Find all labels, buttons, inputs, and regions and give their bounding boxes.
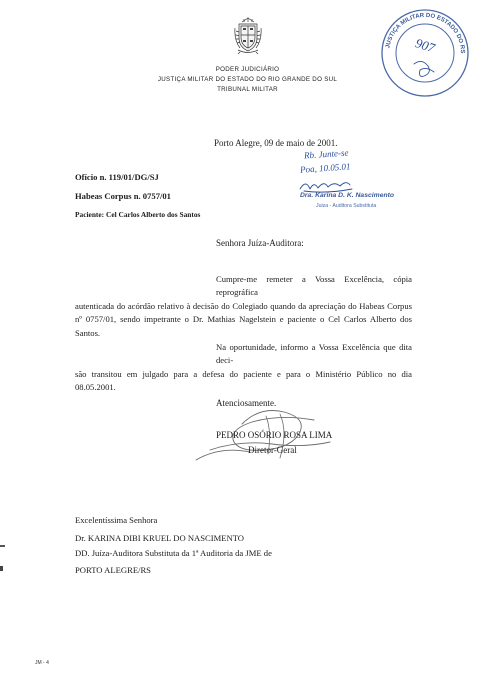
coat-of-arms-logo <box>232 16 264 56</box>
paragraph-2 <box>75 341 412 395</box>
receipt-stamp-name: Dra. Karina D. K. Nascimento <box>300 192 395 199</box>
paragraph-2-line-1: Na oportunidade, informo a Vossa Excelência que dita deci- <box>216 342 412 366</box>
stamp-number: 907 <box>413 35 437 56</box>
addressee-line-4: PORTO ALEGRE/RS <box>75 565 151 575</box>
paragraph-1 <box>75 273 412 340</box>
addressee-line-2: Dr. KARINA DIBI KRUEL DO NASCIMENTO <box>75 533 245 543</box>
stamp-ring-text: JUSTIÇA MILITAR DO ESTADO DO RS <box>385 12 466 54</box>
scan-margin-mark-bottom <box>0 566 3 571</box>
paciente-line: Paciente: Cel Carlos Alberto dos Santos <box>75 210 201 219</box>
receipt-annotation <box>290 147 420 217</box>
date-line: Porto Alegre, 09 de maio de 2001. <box>214 138 338 148</box>
signatory-name: PEDRO OSÓRIO ROSA LIMA <box>216 430 333 440</box>
closing: Atenciosamente. <box>216 398 277 408</box>
oficio-number: Ofício n. 119/01/DG/SJ <box>75 172 159 182</box>
form-code: JM - 4 <box>35 660 49 666</box>
paragraph-1-line-1: Cumpre-me remeter a Vossa Excelência, cópia reprográfica <box>216 274 412 298</box>
protocol-stamp <box>378 6 472 100</box>
paragraph-1-line-3: nº 0757/01, sendo impetrante o Dr. Mathias Nagelstein e paciente o Cel Carlos Alberto dos <box>75 314 412 325</box>
receipt-stamp-role: Juiza - Auditora Substituta <box>316 203 377 209</box>
scan-margin-mark-top <box>0 545 5 547</box>
paragraph-2-line-2: são transitou em julgado para a defesa do paciente e para o Ministério Público no dia <box>75 368 412 379</box>
handwritten-date: Poa, 10.05.01 <box>299 161 351 175</box>
addressee-line-3: DD. Juíza-Auditora Substituta da 1ª Auditoria da JME de <box>75 548 272 558</box>
paragraph-1-line-2: autenticada do acórdão relativo à decisão do Colegiado quando da apreciação do Habeas Corpus <box>75 300 412 311</box>
addressee-line-1: Excelentíssima Senhora <box>75 515 158 525</box>
salutation: Senhora Juíza-Auditora: <box>216 238 304 248</box>
paragraph-2-line-3: 08.05.2001. <box>75 382 116 393</box>
handwritten-despacho: Rb. Junte-se <box>303 147 349 161</box>
letterhead-line-3: TRIBUNAL MILITAR <box>217 86 278 93</box>
letterhead-line-1: PODER JUDICIÁRIO <box>215 66 280 73</box>
habeas-corpus-number: Habeas Corpus n. 0757/01 <box>75 191 171 201</box>
signatory-title: Diretor-Geral <box>248 445 297 455</box>
letterhead-line-2: JUSTIÇA MILITAR DO ESTADO DO RIO GRANDE DO SUL <box>157 76 338 83</box>
paragraph-1-line-4: Santos. <box>75 327 101 338</box>
